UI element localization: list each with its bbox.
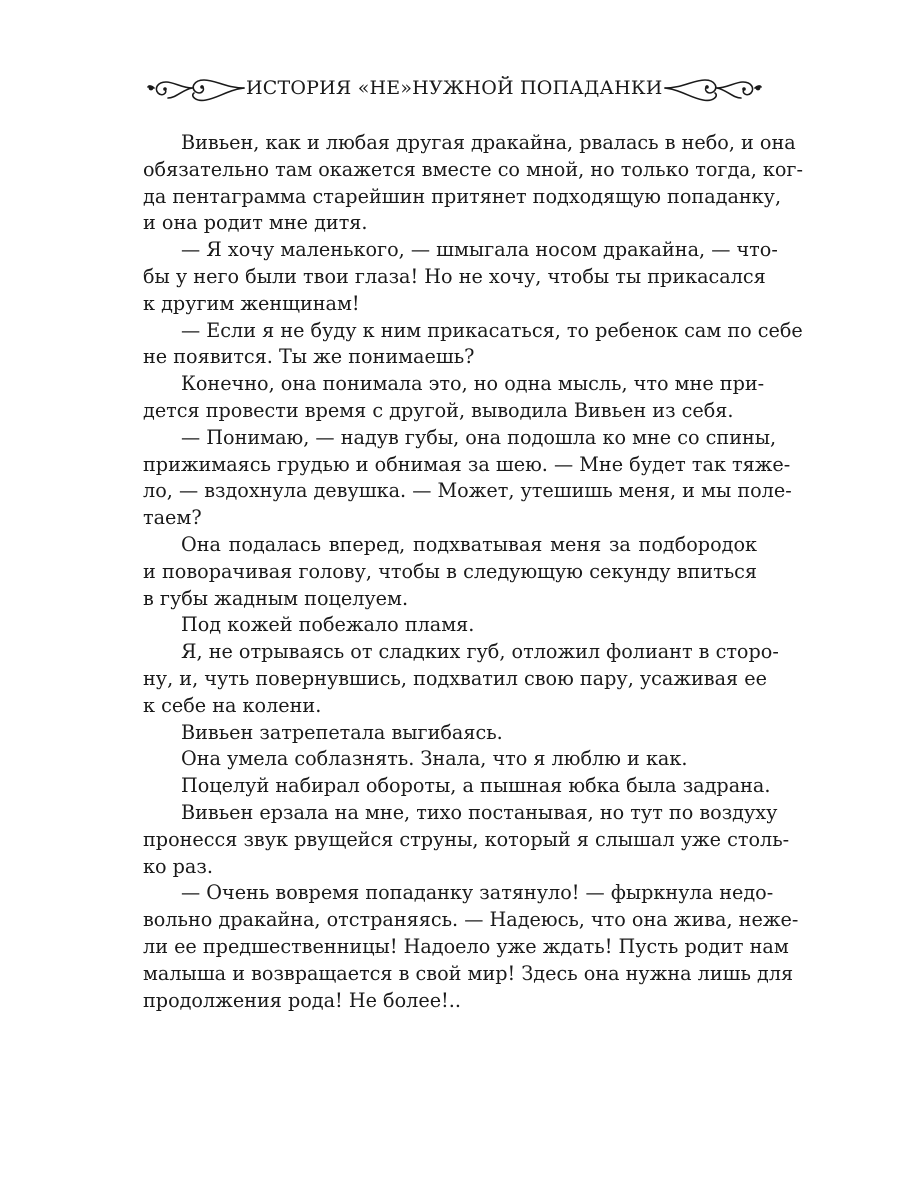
- text-line: ко раз.: [143, 854, 213, 878]
- text-line: Вивьен затрепетала выгибаясь.: [181, 720, 503, 744]
- book-title: ИСТОРИЯ «НЕ»НУЖНОЙ ПОПАДАНКИ: [246, 77, 663, 99]
- text-line: Я, не отрываясь от сладких губ, отложил фолиант в сторо-: [181, 640, 779, 664]
- text-line: обязательно там окажется вместе со мной, но только тогда, ког-: [143, 157, 803, 181]
- text-line: — Очень вовремя попаданку затянуло! — фыркнула недо-: [181, 881, 774, 905]
- text-line: дется провести время с другой, выводила Вивьен из себя.: [143, 398, 734, 422]
- running-header: [146, 66, 754, 110]
- text-line: Она подалась вперед, подхватывая меня за подбородок: [181, 532, 757, 556]
- text-line: и она родит мне дитя.: [143, 211, 368, 235]
- text-line: Вивьен, как и любая другая дракайна, рвалась в небо, и она: [181, 131, 796, 154]
- text-line: малыша и возвращается в свой мир! Здесь она нужна лишь для: [143, 961, 794, 985]
- text-line: не появится. Ты же понимаешь?: [143, 345, 475, 369]
- text-line: и поворачивая голову, чтобы в следующую секунду впиться: [143, 559, 757, 583]
- text-line: — Если я не буду к ним прикасаться, то ребенок сам по себе: [181, 318, 803, 342]
- text-line: в губы жадным поцелуем.: [143, 586, 409, 610]
- text-line: продолжения рода! Не более!..: [143, 988, 461, 1012]
- text-line: ло, — вздохнула девушка. — Может, утешишь меня, и мы поле-: [143, 479, 792, 503]
- text-line: Под кожей побежало пламя.: [181, 613, 475, 637]
- text-line: Вивьен ерзала на мне, тихо постанывая, но тут по воздуху: [181, 800, 778, 824]
- text-line: Конечно, она понимала это, но одна мысль, что мне при-: [181, 372, 765, 396]
- body-text: [143, 130, 803, 1014]
- flourish-right-icon: [663, 66, 763, 110]
- flourish-left-icon: [146, 66, 246, 110]
- text-line: Она умела соблазнять. Знала, что я люблю и как.: [181, 747, 688, 771]
- text-line: — Понимаю, — надув губы, она подошла ко мне со спины,: [181, 425, 777, 449]
- text-line: прижимаясь грудью и обнимая за шею. — Мне будет так тяже-: [143, 452, 791, 476]
- text-line: да пентаграмма старейшин притянет подходящую попаданку,: [143, 184, 782, 208]
- text-line: ли ее предшественницы! Надоело уже ждать! Пусть родит нам: [143, 934, 789, 958]
- text-line: ну, и, чуть повернувшись, подхватил свою пару, усаживая ее: [143, 666, 767, 690]
- text-line: вольно дракайна, отстраняясь. — Надеюсь, что она жива, неже-: [143, 908, 799, 932]
- text-line: к другим женщинам!: [143, 291, 360, 315]
- text-line: — Я хочу маленького, — шмыгала носом дракайна, — что-: [181, 238, 778, 262]
- text-line: бы у него были твои глаза! Но не хочу, чтобы ты прикасался: [143, 264, 766, 288]
- text-line: пронесся звук рвущейся струны, который я слышал уже столь-: [143, 827, 790, 851]
- text-line: Поцелуй набирал обороты, а пышная юбка была задрана.: [181, 774, 771, 798]
- text-line: таем?: [143, 506, 202, 530]
- text-line: к себе на колени.: [143, 693, 322, 717]
